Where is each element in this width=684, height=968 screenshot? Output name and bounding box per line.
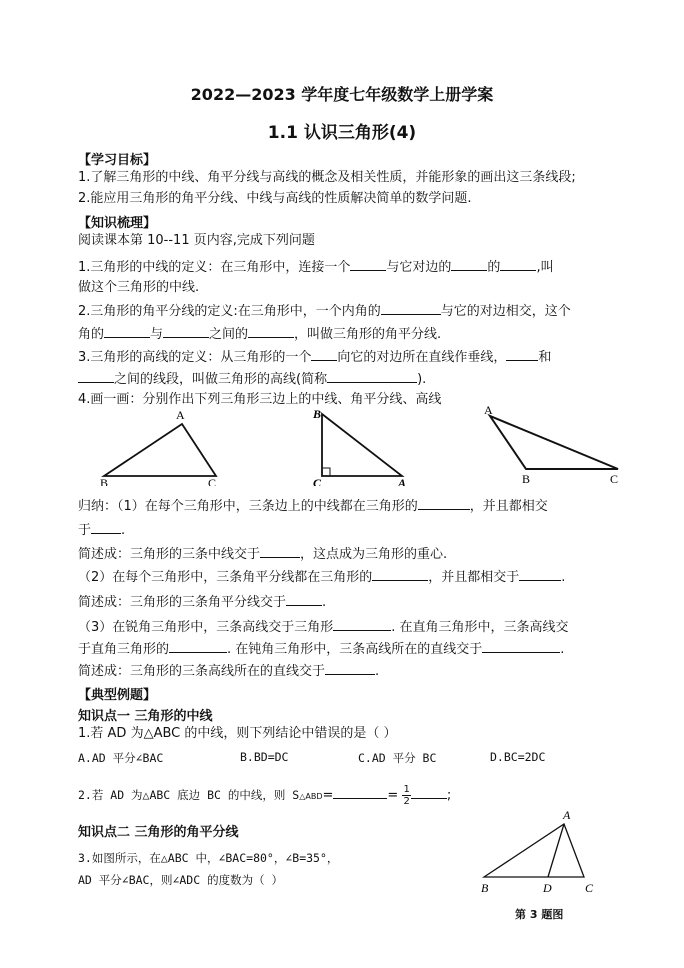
vertex-label: B (313, 407, 322, 421)
summary-7: 简述成：三角形的三条高线所在的直线交于 . (78, 664, 380, 679)
knowledge-heading: 【知识梳理】 (78, 216, 157, 231)
blank[interactable] (519, 568, 561, 581)
figure-caption: 第 3 题图 (515, 908, 564, 921)
blank[interactable] (381, 302, 441, 315)
objective-1: 1.了解三角形的中线、角平分线与高线的概念及相关性质，并能形象的画出这三条线段; (78, 170, 576, 185)
blank[interactable] (286, 593, 322, 606)
vertex-label: B (481, 881, 489, 895)
vertex-label: A (176, 408, 185, 422)
summary-4: 简述成：三角形的三条角平分线交于 . (78, 595, 327, 610)
objectives-heading: 【学习目标】 (78, 153, 157, 168)
lesson-title: 1.1 认识三角形(4) (267, 123, 417, 143)
example-question-3-line-1: 3.如图所示，在△ABC 中，∠BAC=80°，∠B=35°， (78, 851, 339, 865)
question-4: 4.画一画：分别作出下列三角形三边上的中线、角平分线、高线 (78, 392, 442, 407)
summary-6: 于直角三角形的 . 在钝角三角形中，三条高线所在的直线交于 . (78, 642, 565, 657)
vertex-label: D (543, 881, 552, 895)
option-c[interactable]: C.AD 平分 BC (358, 751, 437, 765)
example-question-2: 2.若 AD 为△ABC 底边 BC 的中线，则 S△ABD= = $\frac{1}{2}$ ; (78, 784, 452, 807)
question-1-line-2: 做这个三角形的中线. (78, 280, 200, 295)
vertex-label: A (563, 808, 571, 822)
examples-heading: 【典型例题】 (78, 688, 157, 703)
blank[interactable] (91, 521, 121, 534)
option-d[interactable]: D.BC=2DC (490, 750, 546, 764)
knowledge-intro: 阅读课本第 10--11 页内容,完成下列问题 (78, 233, 315, 248)
vertex-label: A (398, 476, 407, 486)
vertex-label: C (313, 476, 322, 486)
question-2-line-2: 角的 与 之间的 ，叫做三角形的角平分线. (78, 327, 442, 342)
blank[interactable] (418, 497, 470, 510)
blank[interactable] (350, 258, 386, 271)
triangles-figure (90, 404, 650, 486)
blank[interactable] (333, 786, 387, 799)
blank[interactable] (451, 258, 487, 271)
triangle-2 (312, 407, 406, 486)
blank[interactable] (260, 545, 300, 558)
blank[interactable] (169, 640, 227, 653)
page-title: 2022—2023 学年度七年级数学上册学案 (190, 85, 494, 104)
objective-2: 2.能应用三角形的角平分线、中线与高线的性质解决简单的数学问题. (78, 191, 472, 206)
example-question-3-line-2: AD 平分∠BAC，则∠ADC 的度数为（ ） (78, 873, 284, 887)
blank[interactable] (78, 370, 114, 383)
vertex-label: C (208, 476, 217, 486)
vertex-label: A (484, 404, 493, 417)
question-3-line-1: 3.三角形的高线的定义：从三角形的一个 向它的对边所在直线作垂线， 和 (78, 350, 552, 365)
summary-3: （2）在每个三角形中，三条角平分线都在三角形的 ，并且都相交于 . (78, 570, 566, 585)
knowledge-point-1: 知识点一 三角形的中线 (78, 709, 213, 724)
option-b[interactable]: B.BD=DC (240, 750, 289, 764)
fraction: $\frac{1}{2}$ (403, 784, 410, 807)
blank[interactable] (104, 325, 150, 338)
blank[interactable] (372, 568, 428, 581)
subscript: △ABD (299, 792, 323, 801)
blank[interactable] (327, 370, 417, 383)
blank[interactable] (411, 786, 447, 799)
question-2-line-1: 2.三角形的角平分线的定义:在三角形中，一个内角的 与它的对边相交，这个 (78, 304, 571, 319)
triangle-3 (484, 404, 618, 486)
summary-5: （3）在锐角三角形中，三条高线交于三角形 . 在直角三角形中，三条高线交 (78, 620, 569, 635)
summary-1-line-2: 于 . (78, 523, 126, 538)
option-a[interactable]: A.AD 平分∠BAC (78, 751, 164, 765)
triangle-1 (100, 408, 216, 486)
question-3-line-2: 之间的线段，叫做三角形的高线(简称 ). (78, 370, 426, 388)
blank[interactable] (163, 325, 209, 338)
summary-1-line-1: 归纳：（1）在每个三角形中，三条边上的中线都在三角形的 ，并且都相交 (78, 499, 548, 514)
question-3-figure (474, 806, 604, 896)
blank[interactable] (506, 348, 538, 361)
vertex-label: C (585, 881, 594, 895)
example-question-1: 1.若 AD 为△ABC 的中线，则下列结论中错误的是（ ） (78, 726, 397, 741)
blank[interactable] (311, 348, 337, 361)
blank[interactable] (248, 325, 294, 338)
blank[interactable] (333, 618, 391, 631)
knowledge-point-2: 知识点二 三角形的角平分线 (78, 825, 239, 840)
blank[interactable] (325, 662, 375, 675)
blank[interactable] (482, 640, 560, 653)
blank[interactable] (500, 258, 536, 271)
vertex-label: C (610, 472, 619, 486)
vertex-label: B (100, 476, 109, 486)
question-1-line-1: 1.三角形的中线的定义：在三角形中，连接一个 与它对边的 的 ,叫 (78, 260, 554, 275)
summary-2: 简述成：三角形的三条中线交于 ，这点成为三角形的重心. (78, 547, 448, 562)
vertex-label: B (522, 472, 531, 486)
